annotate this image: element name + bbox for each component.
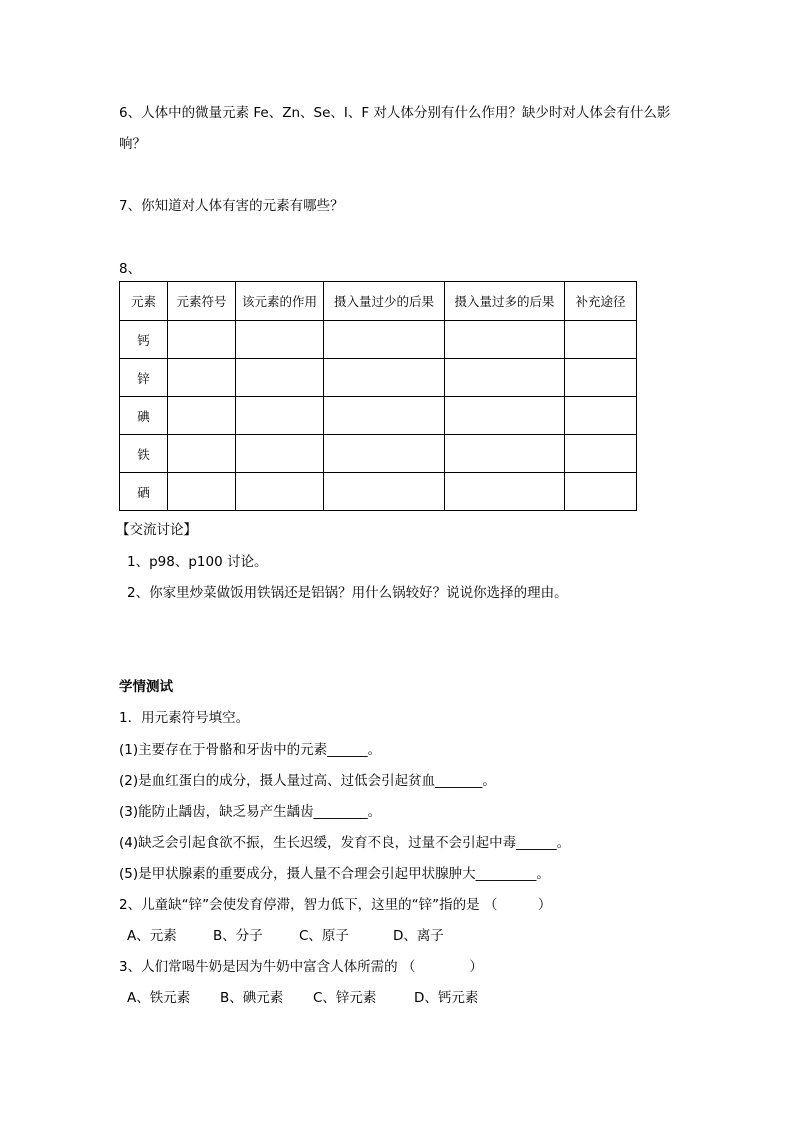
table-header-cell: 摄入量过多的后果 [445,282,565,321]
table-row [120,473,637,511]
question-7: 7、你知道对人体有害的元素有哪些？ [119,198,344,214]
table-header-cell: 摄入量过少的后果 [324,282,445,321]
test-question-3-options [127,989,478,1007]
table-cell [236,435,324,473]
table-header-cell: 元素 [120,282,168,321]
table-cell [445,473,565,511]
test-question-1-4: (4)缺乏会引起食欲不振，生长迟缓，发育不良，过量不会引起中毒______。 [119,835,571,851]
discussion-heading: 【交流讨论】 [116,522,197,538]
option-c: C、锌元素 [313,990,377,1006]
table-header-cell: 补充途径 [565,282,637,321]
question-6-line-2: 响？ [119,136,146,152]
test-question-2: 2、儿童缺“锌”会使发育停滞，智力低下，这里的“锌”指的是 （ ） [119,897,552,913]
discussion-item-1: 1、p98、p100 讨论。 [127,554,268,570]
table-row-label: 硒 [120,473,168,511]
table-cell [565,397,637,435]
table-cell [565,473,637,511]
table-row-label: 钙 [120,321,168,359]
question-8-label: 8、 [119,261,142,277]
table-cell [236,397,324,435]
table-header-row [120,282,637,321]
test-question-1-1: (1)主要存在于骨骼和牙齿中的元素______。 [119,742,382,758]
element-table [119,281,637,511]
option-a: A、元素 [127,928,177,944]
table-cell [445,435,565,473]
table-cell [324,359,445,397]
table-cell [168,359,236,397]
table-cell [324,435,445,473]
table-row-label: 碘 [120,397,168,435]
table-cell [445,321,565,359]
discussion-item-2: 2、你家里炒菜做饭用铁锅还是铝锅？用什么锅较好？说说你选择的理由。 [127,585,568,601]
table-cell [236,359,324,397]
table-cell [324,473,445,511]
table-cell [236,473,324,511]
test-question-2-options [127,927,444,945]
table-cell [565,435,637,473]
option-d: D、离子 [393,928,444,944]
table-cell [445,359,565,397]
test-question-1-3: (3)能防止龋齿，缺乏易产生龋齿________。 [119,804,382,820]
table-row [120,321,637,359]
test-question-3: 3、人们常喝牛奶是因为牛奶中富含人体所需的 （ ） [119,959,483,975]
table-cell [445,397,565,435]
option-d: D、钙元素 [414,990,479,1006]
option-b: B、分子 [213,928,263,944]
table-cell [324,321,445,359]
table-cell [168,435,236,473]
option-c: C、原子 [299,928,349,944]
table-row-label: 锌 [120,359,168,397]
table-cell [168,473,236,511]
table-header-cell: 元素符号 [168,282,236,321]
test-heading: 学情测试 [119,679,173,695]
option-b: B、碘元素 [220,990,284,1006]
table-cell [565,321,637,359]
table-cell [168,397,236,435]
table-row [120,435,637,473]
table-cell [324,397,445,435]
table-row [120,359,637,397]
table-cell [565,359,637,397]
test-question-1: 1．用元素符号填空。 [119,710,250,726]
table-cell [236,321,324,359]
table-header-cell: 该元素的作用 [236,282,324,321]
question-6-line-1: 6、人体中的微量元素 Fe、Zn、Se、I、F 对人体分别有什么作用？缺少时对人体会有什么影 [119,105,671,121]
table-row-label: 铁 [120,435,168,473]
table-row [120,397,637,435]
table-cell [168,321,236,359]
test-question-1-2: (2)是血红蛋白的成分，摄人量过高、过低会引起贫血_______。 [119,773,496,789]
option-a: A、铁元素 [127,990,191,1006]
test-question-1-5: (5)是甲状腺素的重要成分，摄人量不合理会引起甲状腺肿大_________。 [119,866,550,882]
